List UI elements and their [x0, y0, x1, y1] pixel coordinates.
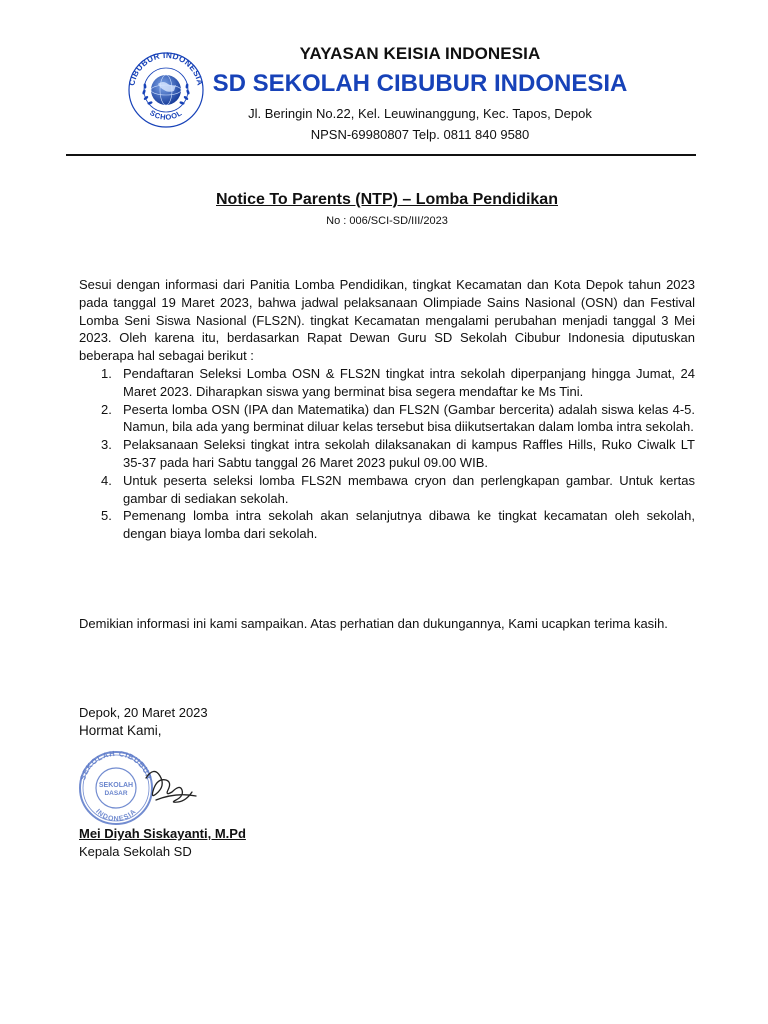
stamp-text-top: SEKOLAH CIBUBUR [78, 748, 154, 782]
list-item [101, 401, 695, 437]
notice-number: No : 006/SCI-SD/III/2023 [326, 215, 448, 227]
stamp-center-line-2: DASAR [104, 790, 128, 797]
school-stamp [76, 748, 226, 826]
intro-paragraph: Sesui dengan informasi dari Panitia Lomba Pendidikan, tingkat Kecamatan dan Kota Depok tahun 2023 pada tanggal 19 Maret 2023, bahwa jadwal pelaksanaan Olimpiade Sains Nasional (OSN) dan Festival Lomba Seni Siswa Nasional (FLS2N). tingkat Kecamatan mengalami perubahan menjadi tanggal 3 Mei 2023. Oleh karena itu, berdasarkan Rapat Dewan Guru SD Sekolah Cibubur Indonesia diputuskan beberapa hal sebagai berikut : [79, 277, 695, 364]
closing-paragraph: Demikian informasi ini kami sampaikan. Atas perhatian dan dukungannya, Kami ucapkan terima kasih. [79, 616, 668, 631]
organization-name: YAYASAN KEISIA INDONESIA [299, 44, 541, 63]
list-item-text: Pelaksanaan Seleksi tingkat intra sekolah dilaksanakan di kampus Raffles Hills, Ruko Ciwalk LT 35-37 pada hari Sabtu tanggal 26 Maret 2023 pukul 09.00 WIB. [123, 437, 695, 470]
notice-body [79, 276, 695, 543]
list-item-text: Pendaftaran Seleksi Lomba OSN & FLS2N tingkat intra sekolah diperpanjang hingga Jumat, 24 Maret 2023. Diharapkan siswa yang berminat bisa segera mendaftar ke Ms Tini. [123, 365, 695, 399]
signature-scribble [146, 771, 196, 802]
school-name: SD SEKOLAH CIBUBUR INDONESIA [212, 70, 628, 97]
list-item-number: 2. [101, 401, 112, 417]
list-item-number: 1. [101, 365, 112, 381]
list-item-text: Pemenang lomba intra sekolah akan selanjutnya dibawa ke tingkat kecamatan oleh sekolah, dengan biaya lomba dari sekolah. [123, 508, 695, 542]
list-item-number: 3. [101, 437, 112, 453]
notice-title: Notice To Parents (NTP) – Lomba Pendidikan [216, 191, 558, 208]
svg-text:SEKOLAH CIBUBUR [78, 749, 154, 781]
list-item [101, 472, 695, 508]
signer-position: Kepala Sekolah SD [79, 844, 192, 859]
list-item-number: 4. [101, 472, 112, 488]
stamp-text-bottom: INDONESIA [94, 808, 138, 824]
list-item [101, 436, 695, 472]
list-item-text: Peserta lomba OSN (IPA dan Matematika) dan FLS2N (Gambar bercerita) adalah siswa kelas 4-5. Namun, bila ada yang berminat diluar kelas tersebut bisa diikutsertakan dalam lomba intra sekolah. [123, 401, 695, 435]
school-address: Jl. Beringin No.22, Kel. Leuwinanggung, Kec. Tapos, Depok [248, 106, 592, 121]
decision-list [79, 365, 695, 543]
place-date: Depok, 20 Maret 2023 [79, 705, 208, 720]
list-item [101, 365, 695, 401]
logo-text-top: CIBUBUR INDONESIA [127, 50, 205, 87]
list-item-text: Untuk peserta seleksi lomba FLS2N membawa cryon dan perlengkapan gambar. Untuk kertas gambar di sediakan sekolah. [123, 472, 695, 506]
stamp-center-line-1: SEKOLAH [98, 782, 134, 789]
regards-text: Hormat Kami, [79, 723, 162, 738]
signer-name: Mei Diyah Siskayanti, M.Pd [79, 826, 246, 841]
letterhead-divider [66, 154, 696, 156]
list-item-number: 5. [101, 508, 112, 524]
logo-text-bottom: SCHOOL [148, 108, 184, 122]
school-npsn-phone: NPSN-69980807 Telp. 0811 840 9580 [310, 127, 530, 142]
list-item [101, 507, 695, 543]
